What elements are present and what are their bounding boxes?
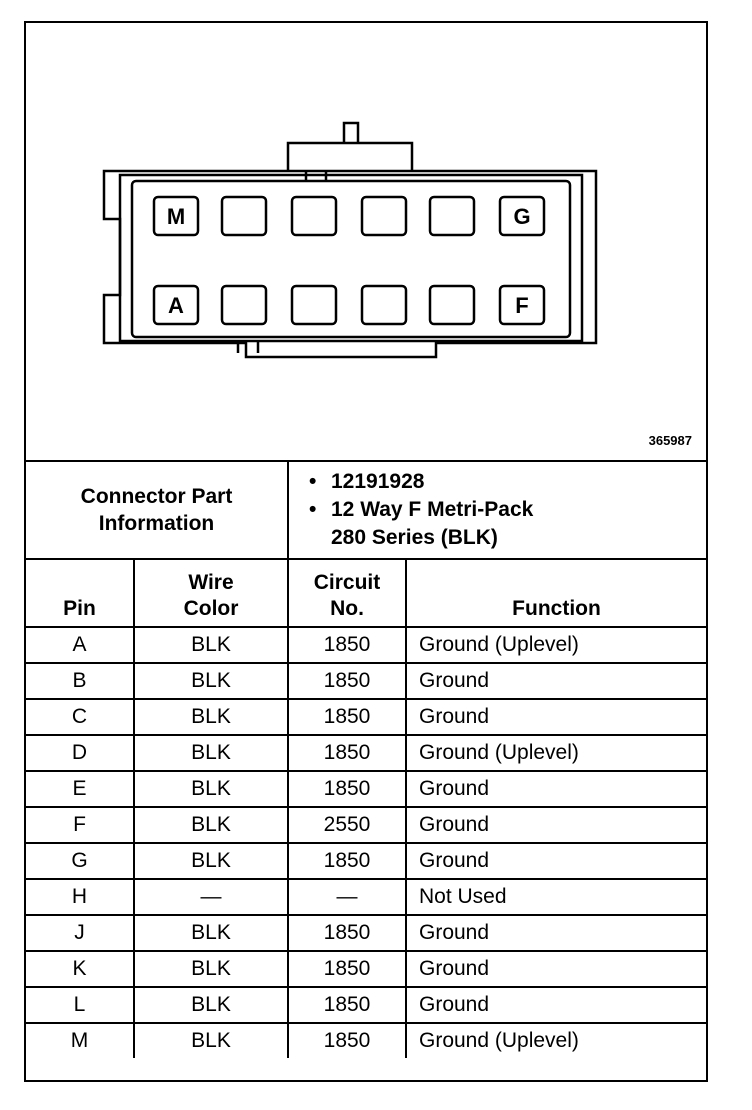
table-row [26, 951, 706, 987]
header-circuit-no [288, 559, 406, 627]
pin-cavity [430, 197, 474, 235]
figure-number: 365987 [648, 433, 692, 448]
pin-cavity [362, 197, 406, 235]
table-row [26, 735, 706, 771]
header-wire-color [134, 559, 288, 627]
pin-cell: A [26, 627, 134, 663]
function-cell: Ground [406, 843, 706, 879]
function-cell: Ground (Uplevel) [406, 735, 706, 771]
part-number: 12191928 [331, 470, 425, 493]
circuit-cell: 1850 [288, 1023, 406, 1058]
pin-cavity [292, 197, 336, 235]
circuit-cell: — [288, 879, 406, 915]
circuit-cell: 2550 [288, 807, 406, 843]
function-cell: Ground [406, 771, 706, 807]
header-circuit-line1: Circuit [313, 571, 381, 594]
wire-color-cell: BLK [134, 663, 288, 699]
pin-label: F [515, 293, 529, 318]
connector-info-details [288, 461, 706, 559]
pin-cavity [430, 286, 474, 324]
pin-cell: C [26, 699, 134, 735]
table-row [26, 1023, 706, 1058]
function-cell: Ground (Uplevel) [406, 1023, 706, 1058]
table-row [26, 843, 706, 879]
pin-cell: K [26, 951, 134, 987]
circuit-cell: 1850 [288, 843, 406, 879]
pin-cell: G [26, 843, 134, 879]
pin-cavity [222, 197, 266, 235]
wire-color-cell: BLK [134, 627, 288, 663]
pin-cell: F [26, 807, 134, 843]
wire-color-cell: BLK [134, 699, 288, 735]
pin-label: G [513, 204, 531, 229]
connector-diagram [26, 23, 706, 460]
pin-cell: E [26, 771, 134, 807]
pinout-rows [26, 627, 706, 1058]
connector-info-label [26, 461, 288, 559]
table-row [26, 771, 706, 807]
connector-info-label-line1: Connector Part [80, 485, 233, 508]
header-pin: Pin [26, 559, 134, 627]
wire-color-cell: BLK [134, 915, 288, 951]
circuit-cell: 1850 [288, 627, 406, 663]
function-cell: Ground [406, 915, 706, 951]
table-row [26, 699, 706, 735]
table-row [26, 807, 706, 843]
connector-description-line2: 280 Series (BLK) [331, 526, 498, 549]
wire-color-cell: BLK [134, 771, 288, 807]
connector-info-row [26, 461, 706, 559]
connector-info-label-line2: Information [98, 512, 215, 535]
circuit-cell: 1850 [288, 663, 406, 699]
circuit-cell: 1850 [288, 771, 406, 807]
wire-color-cell: BLK [134, 1023, 288, 1058]
table-row [26, 987, 706, 1023]
pin-label: M [166, 204, 186, 229]
table-row [26, 879, 706, 915]
pin-label: A [168, 293, 184, 318]
circuit-cell: 1850 [288, 915, 406, 951]
connector-description-line1: 12 Way F Metri-Pack [331, 498, 534, 521]
pin-cavity [222, 286, 266, 324]
pin-cell: H [26, 879, 134, 915]
pin-cavities [154, 197, 544, 324]
wire-color-cell: BLK [134, 735, 288, 771]
circuit-cell: 1850 [288, 735, 406, 771]
wire-color-cell: BLK [134, 987, 288, 1023]
wire-color-cell: BLK [134, 843, 288, 879]
connector-document [24, 21, 708, 1082]
pin-cell: L [26, 987, 134, 1023]
circuit-cell: 1850 [288, 951, 406, 987]
circuit-cell: 1850 [288, 699, 406, 735]
pin-cavity [292, 286, 336, 324]
header-wire-color-line2: Color [183, 597, 239, 620]
wire-color-cell: BLK [134, 951, 288, 987]
pin-cavity [362, 286, 406, 324]
function-cell: Not Used [406, 879, 706, 915]
function-cell: Ground [406, 663, 706, 699]
wire-color-cell: BLK [134, 807, 288, 843]
header-wire-color-line1: Wire [188, 571, 234, 594]
pin-cell: B [26, 663, 134, 699]
pin-cell: J [26, 915, 134, 951]
table-header-row [26, 559, 706, 627]
table-row [26, 915, 706, 951]
bullet: • [309, 498, 317, 521]
function-cell: Ground (Uplevel) [406, 627, 706, 663]
table-row [26, 663, 706, 699]
wire-color-cell: — [134, 879, 288, 915]
pin-cell: D [26, 735, 134, 771]
table-row [26, 627, 706, 663]
circuit-cell: 1850 [288, 987, 406, 1023]
function-cell: Ground [406, 699, 706, 735]
function-cell: Ground [406, 807, 706, 843]
header-function: Function [406, 559, 706, 627]
bullet: • [309, 470, 317, 493]
connector-face-drawing [26, 23, 706, 460]
header-circuit-line2: No. [330, 597, 364, 620]
function-cell: Ground [406, 951, 706, 987]
pin-cell: M [26, 1023, 134, 1058]
function-cell: Ground [406, 987, 706, 1023]
pinout-table [26, 460, 706, 1058]
